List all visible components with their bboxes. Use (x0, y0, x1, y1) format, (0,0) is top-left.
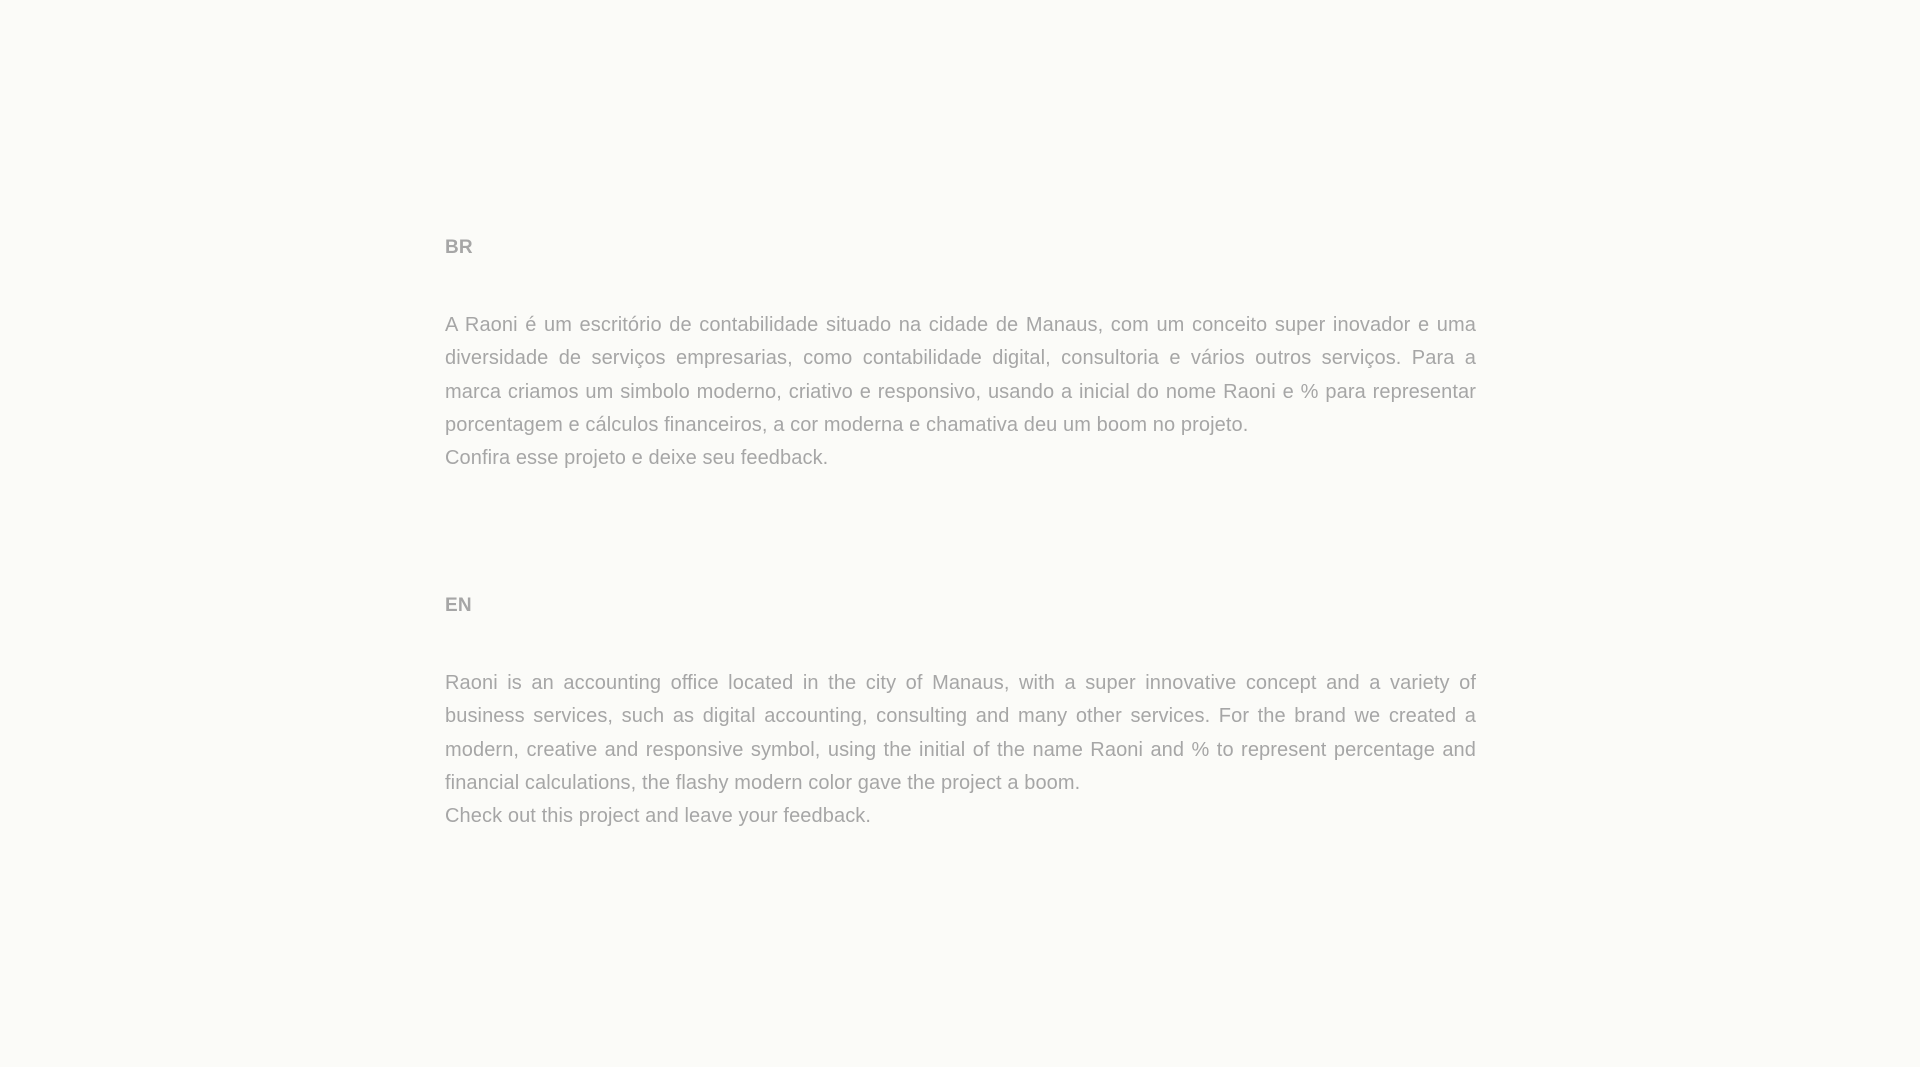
description-en (445, 667, 1476, 833)
section-en (445, 592, 1476, 833)
section-br (445, 234, 1476, 475)
description-br (445, 309, 1476, 475)
description-br-closing: Confira esse projeto e deixe seu feedback. (445, 447, 829, 470)
description-en-closing: Check out this project and leave your feedback. (445, 805, 872, 828)
language-label-br: BR (445, 237, 473, 258)
description-br-paragraph: A Raoni é um escritório de contabilidade situado na cidade de Manaus, com um conceito super inovador e uma diversidade de serviços empresarias, como contabilidade digital, consultoria e vários outros serviços. Para a marca criamos um simbolo moderno, criativo e responsivo, usando a inicial do nome Raoni e % para representar porcentagem e cálculos financeiros, a cor moderna e chamativa deu um boom no projeto. (445, 314, 1476, 436)
description-en-paragraph: Raoni is an accounting office located in the city of Manaus, with a super innovative concept and a variety of business services, such as digital accounting, consulting and many other services. For the brand we created a modern, creative and responsive symbol, using the initial of the name Raoni and % to represent percentage and financial calculations, the flashy modern color gave the project a boom. (445, 672, 1476, 794)
language-label-en: EN (445, 595, 472, 616)
